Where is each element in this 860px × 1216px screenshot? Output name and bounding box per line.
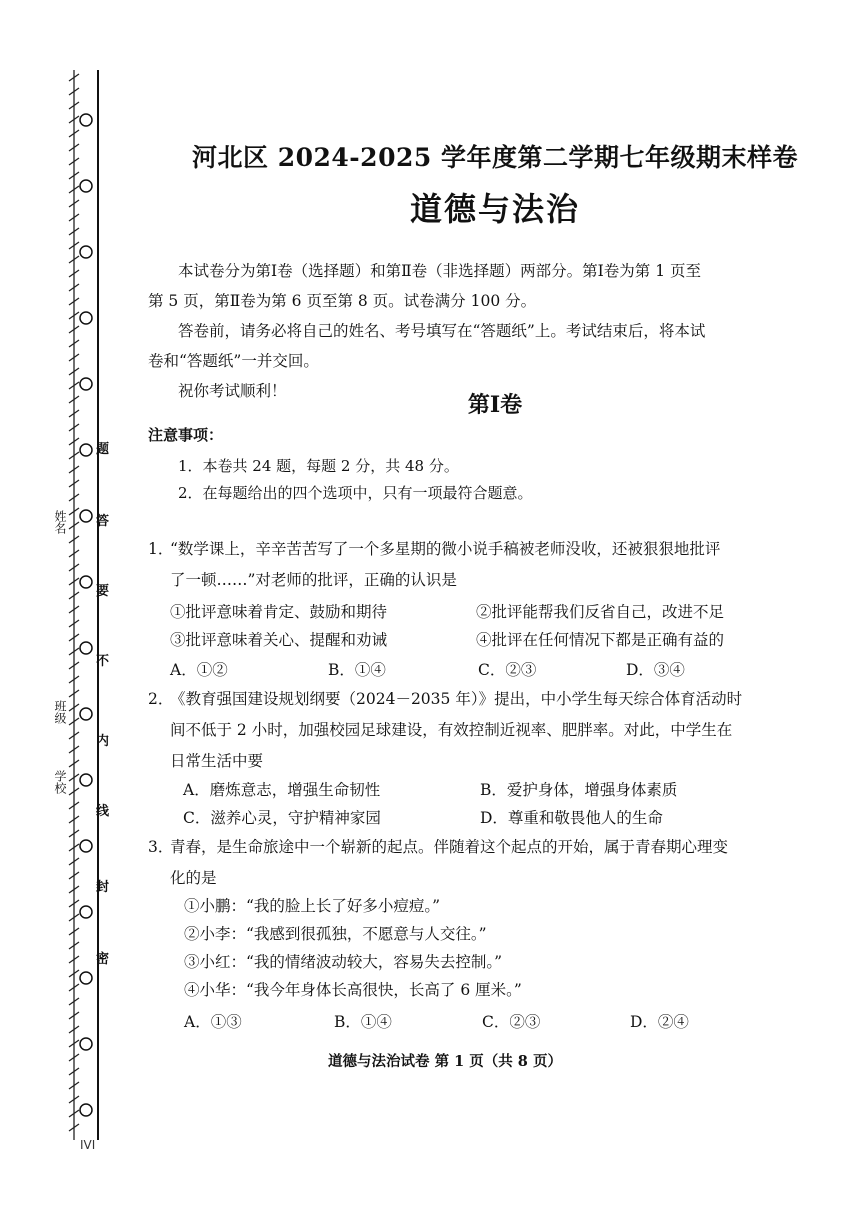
question-stem: 日常生活中要 [170,752,264,770]
seal-char: 不 [96,654,110,669]
intro-line: 卷和“答题纸”一并交回。 [148,352,319,370]
page-footer: 道德与法治试卷 第 1 页（共 8 页） [328,1053,562,1070]
binding-hole [80,774,92,786]
answer-option[interactable]: C．滋养心灵，守护精神家园 [183,809,381,827]
question-1 [148,534,788,596]
notice-item: 1．本卷共 24 题，每题 2 分，共 48 分。 [178,457,459,475]
intro-line: 答卷前，请务必将自己的姓名、考号填写在“答题纸”上。考试结束后，将本试 [178,322,706,340]
seal-char: 封 [96,880,110,895]
binding-hole [80,246,92,258]
class-label: 班级 [53,700,67,724]
answer-option[interactable]: D．尊重和敬畏他人的生命 [480,809,663,827]
question-stem: 了一顿……”对老师的批评，正确的认识是 [170,571,457,589]
answer-option[interactable]: B．①④ [334,1013,392,1031]
seal-char: 要 [96,584,110,599]
question-stem: 化的是 [170,869,217,887]
answer-option[interactable]: D．③④ [626,661,685,679]
intro-line: 祝你考试顺利！ [178,382,287,400]
answer-option[interactable]: A．①③ [184,1013,242,1031]
school-label: 学校 [53,770,67,794]
statement-item: ①批评意味着肯定、鼓励和期待 [170,603,388,621]
question-2 [148,684,788,777]
statement-item: ②小李：“我感到很孤独，不愿意与人交往。” [184,925,487,943]
binding-hole [80,180,92,192]
binding-hole [80,114,92,126]
statement-item: ④小华：“我今年身体长高很快，长高了 6 厘米。” [184,981,522,999]
binding-hole [80,1104,92,1116]
answer-option[interactable]: A．磨炼意志，增强生命韧性 [183,781,381,799]
answer-option[interactable]: B．①④ [328,661,386,679]
binding-hole [80,840,92,852]
name-label: 姓名 [53,510,67,534]
intro-line: 第 5 页，第Ⅱ卷为第 6 页至第 8 页。试卷满分 100 分。 [148,292,537,310]
seal-char: 密 [96,952,110,967]
question-number: 2． [148,690,174,708]
binding-hole [80,444,92,456]
q3-statements [184,894,784,1044]
statement-item: ④批评在任何情况下都是正确有益的 [476,631,725,649]
question-stem: 《教育强国建设规划纲要（2024－2035 年）》提出，中小学生每天综合体育活动时 [170,690,743,708]
binding-hole [80,906,92,918]
question-3 [148,832,788,894]
statement-item: ①小鹏：“我的脸上长了好多小痘痘。” [184,897,441,915]
answer-option[interactable]: C．②③ [482,1013,541,1031]
answer-option[interactable]: B．爱护身体，增强身体素质 [480,781,678,799]
binding-hole [80,576,92,588]
exam-title: 河北区 2024-2025 学年度第二学期七年级期末样卷 [192,143,798,172]
binding-hole [80,312,92,324]
binding-hole [80,642,92,654]
intro-line: 本试卷分为第Ⅰ卷（选择题）和第Ⅱ卷（非选择题）两部分。第Ⅰ卷为第 1 页至 [178,262,701,280]
seal-char: 答 [96,514,110,529]
question-stem: “数学课上，辛辛苦苦写了一个多星期的微小说手稿被老师没收，还被狠狠地批评 [170,540,721,558]
binding-hole [80,378,92,390]
statement-item: ②批评能帮我们反省自己，改进不足 [476,603,725,621]
intro-paragraph [148,256,778,406]
corner-mark: ⅠⅤⅠ [80,1138,96,1152]
seal-char: 内 [96,734,110,749]
binding-hole [80,1038,92,1050]
notice-heading: 注意事项： [148,426,224,444]
notice-item: 2．在每题给出的四个选项中，只有一项最符合题意。 [178,484,533,502]
binding-hole [80,708,92,720]
answer-option[interactable]: A．①② [170,661,228,679]
answer-option[interactable]: D．②④ [630,1013,689,1031]
volume-title: 第Ⅰ卷 [467,392,523,418]
question-number: 3． [148,838,174,856]
q2-options [183,778,783,838]
binding-hole [80,972,92,984]
q1-statements [170,600,770,690]
answer-option[interactable]: C．②③ [478,661,537,679]
question-stem: 间不低于 2 小时，加强校园足球建设，有效控制近视率、肥胖率。对此，中学生在 [170,721,733,739]
question-stem: 青春，是生命旅途中一个崭新的起点。伴随着这个起点的开始，属于青春期心理变 [170,838,729,856]
subject-title: 道德与法治 [409,190,580,228]
statement-item: ③批评意味着关心、提醒和劝诫 [170,631,388,649]
binding-margin [52,60,122,1160]
question-number: 1． [148,540,174,558]
binding-hole [80,510,92,522]
binding-line-drawing [52,60,122,1150]
seal-char: 线 [96,804,110,819]
statement-item: ③小红：“我的情绪波动较大，容易失去控制。” [184,953,503,971]
seal-char: 题 [96,442,110,457]
